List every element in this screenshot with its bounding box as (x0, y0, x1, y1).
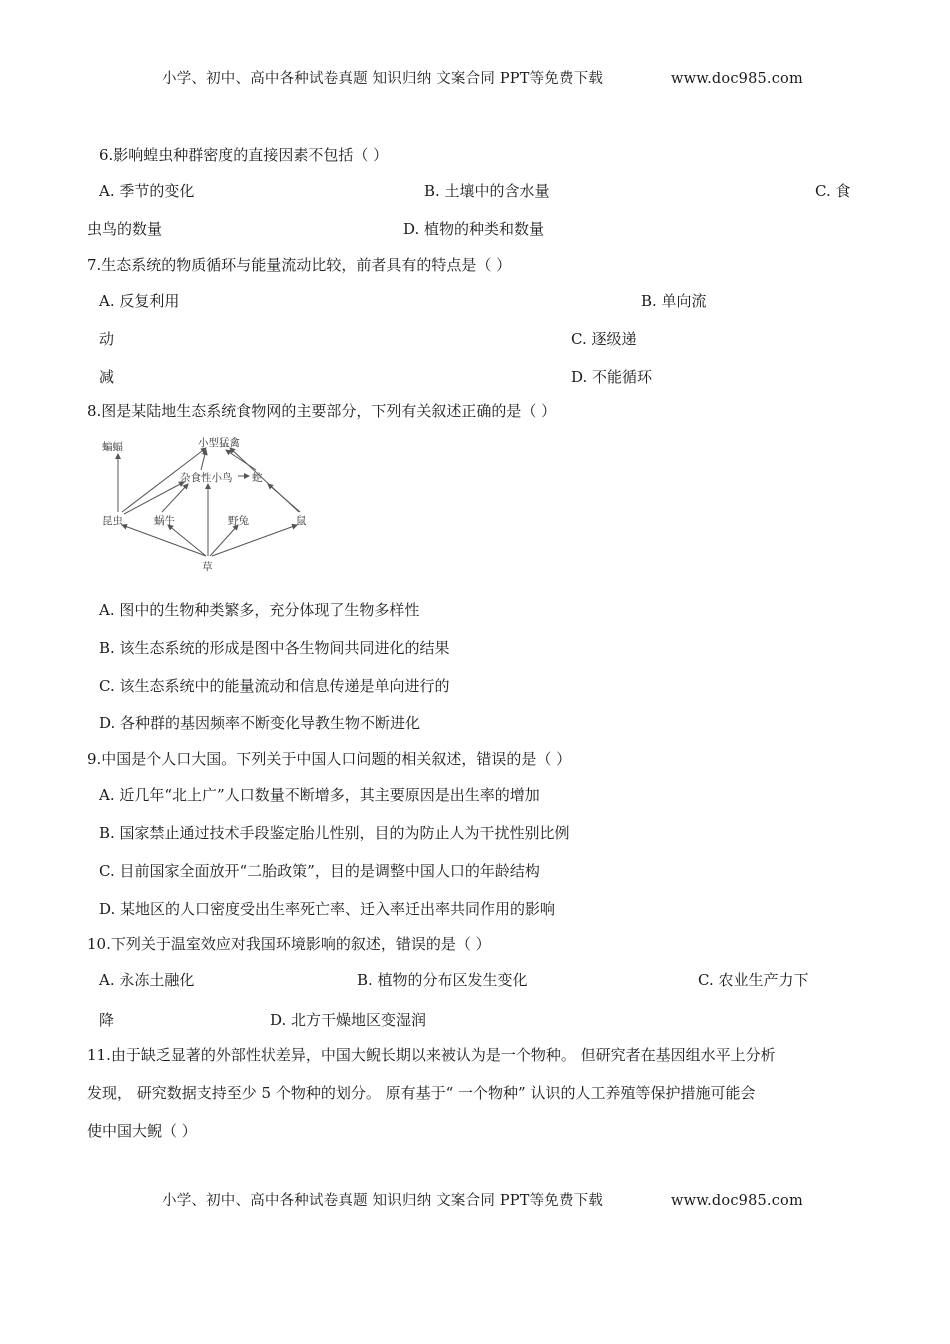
q7-option-c: C. 逐级递 (571, 330, 637, 348)
node-raptor: 小型猛禽 (198, 437, 240, 449)
arrow-snail-omnibird (162, 484, 188, 512)
q8-option-d: D. 各种群的基因频率不断变化导教生物不断进化 (99, 714, 421, 732)
q8-stem: 8.图是某陆地生态系统食物网的主要部分，下列有关叙述正确的是（ ） (87, 402, 557, 420)
q7-option-c-continued: 减 (99, 368, 115, 386)
q10-option-d: D. 北方干燥地区变湿润 (270, 1011, 427, 1029)
node-snake: 蛇 (252, 472, 263, 484)
q9-option-b: B. 国家禁止通过技术手段鉴定胎儿性别，目的为防止人为干扰性别比例 (99, 824, 570, 842)
q9-stem: 9.中国是个人口大国。下列关于中国人口问题的相关叙述，错误的是（ ） (87, 750, 572, 768)
q6-option-c: C. 食 (815, 182, 851, 200)
q9-option-a: A. 近几年“北上广”人口数量不断增多，其主要原因是出生率的增加 (99, 786, 540, 804)
q11-line-2: 发现， 研究数据支持至少 5 个物种的划分。 原有基于“ 一个物种” 认识的人工养殖等保护措施可能会 (87, 1084, 756, 1102)
q9-option-c: C. 目前国家全面放开“二胎政策”，目的是调整中国人口的年龄结构 (99, 862, 540, 880)
arrow-snake-raptor (226, 450, 256, 470)
node-omnibird: 杂食性小鸟 (180, 472, 233, 484)
node-insect: 昆虫 (102, 515, 123, 527)
page-header-text: 小学、初中、高中各种试卷真题 知识归纳 文案合同 PPT等免费下载 (162, 71, 604, 87)
q10-option-c-continued: 降 (99, 1011, 115, 1029)
q6-stem: 6.影响蝗虫种群密度的直接因素不包括（ ） (99, 146, 389, 164)
q7-option-b-continued: 动 (99, 330, 115, 348)
page-footer-text: 小学、初中、高中各种试卷真题 知识归纳 文案合同 PPT等免费下载 (162, 1193, 604, 1209)
q8-option-b: B. 该生态系统的形成是图中各生物间共同进化的结果 (99, 639, 450, 657)
q9-option-d: D. 某地区的人口密度受出生率死亡率、迁入率迁出率共同作用的影响 (99, 900, 556, 918)
q8-option-c: C. 该生态系统中的能量流动和信息传递是单向进行的 (99, 677, 450, 695)
q11-line-1: 11.由于缺乏显著的外部性状差异，中国大鲵长期以来被认为是一个物种。 但研究者在基因组水平上分析 (87, 1046, 776, 1064)
node-grass: 草 (202, 561, 213, 573)
q6-option-d: D. 植物的种类和数量 (403, 220, 545, 238)
q10-option-c: C. 农业生产力下 (698, 971, 809, 989)
q7-stem: 7.生态系统的物质循环与能量流动比较，前者具有的特点是（ ） (87, 256, 512, 274)
q6-option-c-continued: 虫鸟的数量 (87, 220, 163, 238)
node-snail: 蜗牛 (154, 515, 175, 527)
node-mouse: 鼠 (296, 515, 307, 527)
page-header-url[interactable]: www.doc985.com (671, 71, 803, 87)
q11-line-3: 使中国大鲵（ ） (87, 1122, 197, 1140)
q7-option-b: B. 单向流 (641, 292, 707, 310)
q10-option-a: A. 永冻土融化 (99, 971, 195, 989)
q10-option-b: B. 植物的分布区发生变化 (357, 971, 528, 989)
node-bat: 蝙蝠 (102, 441, 123, 453)
q6-option-b: B. 土壤中的含水量 (424, 182, 550, 200)
arrow-grass-snail (168, 525, 206, 556)
arrow-grass-insect (122, 525, 206, 556)
q7-option-d: D. 不能循环 (571, 368, 653, 386)
page-footer-url[interactable]: www.doc985.com (671, 1193, 803, 1209)
arrow-grass-mouse (212, 525, 297, 556)
q8-option-a: A. 图中的生物种类繁多，充分体现了生物多样性 (99, 601, 420, 619)
q6-option-a: A. 季节的变化 (99, 182, 195, 200)
food-web-diagram (96, 430, 316, 578)
q7-option-a: A. 反复利用 (99, 292, 180, 310)
arrow-omnibird-raptor (201, 450, 206, 470)
arrow-mouse-snake (268, 484, 300, 512)
q10-stem: 10.下列关于温室效应对我国环境影响的叙述，错误的是（ ） (87, 935, 491, 953)
node-hare: 野兔 (228, 515, 249, 527)
